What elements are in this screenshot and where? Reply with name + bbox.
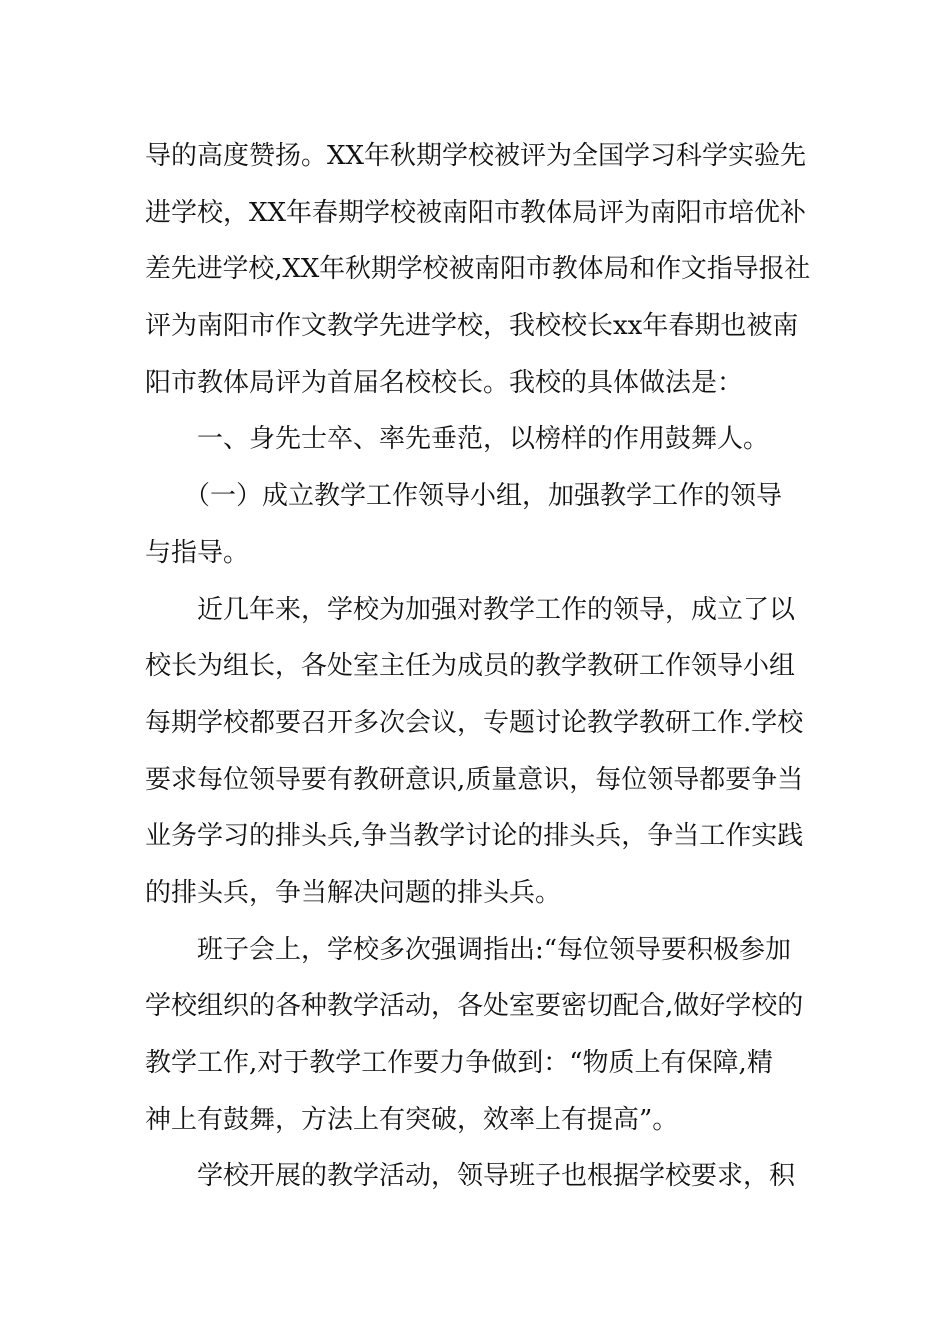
text-line: 校长为组长，各处室主任为成员的教学教研工作领导小组 <box>145 651 796 682</box>
text-line: 学校开展的教学活动，领导班子也根据学校要求，积 <box>145 1161 796 1192</box>
text-line: 业务学习的排头兵,争当教学讨论的排头兵，争当工作实践 <box>145 821 804 852</box>
text-line: 差先进学校,XX年秋期学校被南阳市教体局和作文指导报社 <box>145 254 811 285</box>
text-line: 要求每位领导要有教研意识,质量意识，每位领导都要争当 <box>145 764 804 795</box>
text-line: 近几年来，学校为加强对教学工作的领导，成立了以 <box>145 594 796 625</box>
text-line: 教学工作,对于教学工作要力争做到：“物质上有保障,精 <box>145 1048 773 1078</box>
text-line: 班子会上，学校多次强调指出:“每位领导要积极参加 <box>145 934 792 965</box>
text-line: 神上有鼓舞，方法上有突破，效率上有提高”。 <box>145 1104 679 1135</box>
text-line: 进学校，XX年春期学校被南阳市教体局评为南阳市培优补 <box>145 197 807 228</box>
text-line: 与指导。 <box>145 537 250 568</box>
text-line: 每期学校都要召开多次会议，专题讨论教学教研工作.学校 <box>145 707 804 738</box>
text-line: 阳市教体局评为首届名校校长。我校的具体做法是： <box>145 367 744 398</box>
body-text <box>145 128 810 1205</box>
text-line: 导的高度赞扬。XX年秋期学校被评为全国学习科学实验先 <box>145 141 807 171</box>
text-line: 评为南阳市作文教学先进学校，我校校长xx年春期也被南 <box>145 311 799 342</box>
text-line: 学校组织的各种教学活动，各处室要密切配合,做好学校的 <box>145 991 804 1022</box>
subsection-heading: （一）成立教学工作领导小组，加强教学工作的领导 <box>145 481 783 512</box>
text-line: 的排头兵，争当解决问题的排头兵。 <box>145 877 562 908</box>
section-heading: 一、身先士卒、率先垂范，以榜样的作用鼓舞人。 <box>145 424 770 455</box>
